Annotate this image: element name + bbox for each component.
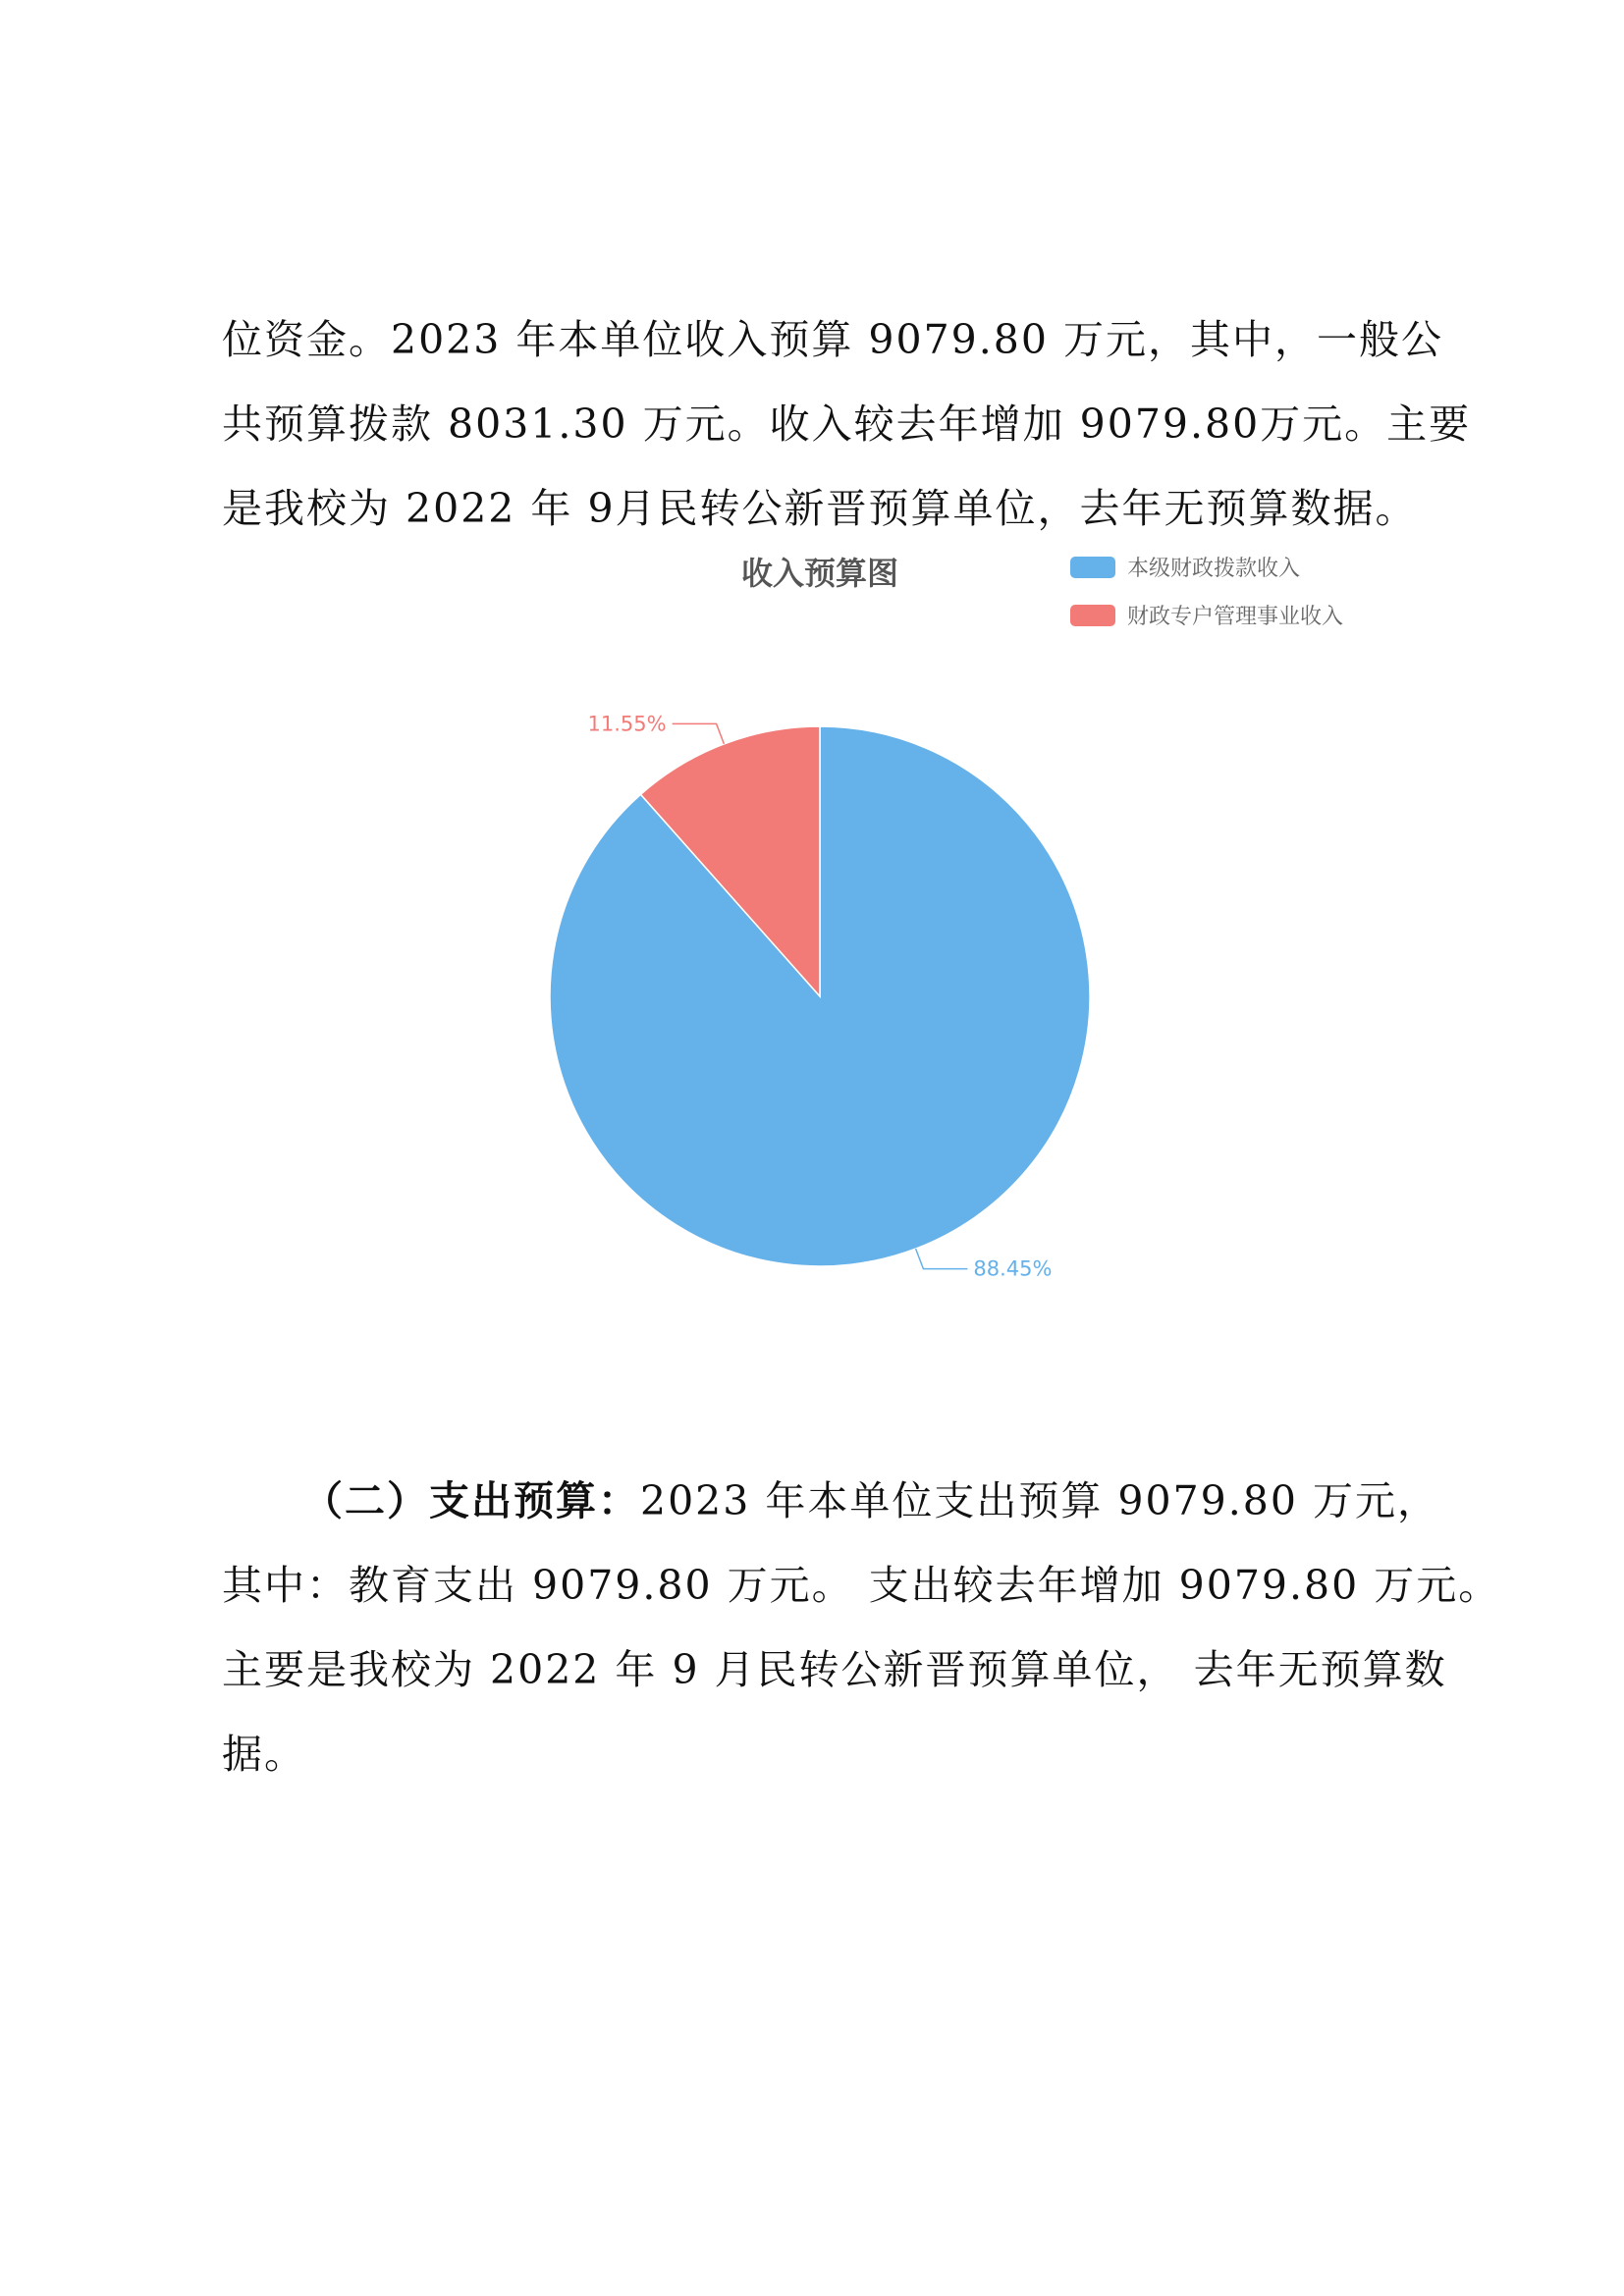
pie-leader-line-1 [673, 723, 725, 744]
income-paragraph [222, 297, 1472, 551]
legend-label-1: 财政专户管理事业收入 [1127, 605, 1344, 629]
expense-line-3: 主要是我校为 2022 年 9 月民转公新晋预算单位， 去年无预算数 [222, 1646, 1447, 1693]
expense-line-1-text: 2023 年本单位支出预算 9079.80 万元， [640, 1477, 1439, 1524]
income-budget-pie-chart [491, 535, 1414, 1310]
expense-heading: （二）支出预算： [302, 1477, 640, 1524]
expense-line-4: 据。 [222, 1731, 306, 1778]
legend-swatch-1 [1070, 605, 1115, 626]
income-line-1: 位资金。2023 年本单位收入预算 9079.80 万元，其中，一般公 [222, 316, 1443, 363]
income-line-2: 共预算拨款 8031.30 万元。收入较去年增加 9079.80万元。主要 [222, 400, 1472, 448]
expense-line-2: 其中：教育支出 9079.80 万元。 支出较去年增加 9079.80 万元。 [222, 1562, 1501, 1609]
legend-label-0: 本级财政拨款收入 [1127, 557, 1301, 581]
pie-label-0: 88.45% [973, 1256, 1053, 1281]
pie-label-1: 11.55% [587, 712, 667, 736]
chart-title: 收入预算图 [740, 555, 899, 592]
expense-line-1 [222, 1459, 1439, 1543]
pie-leader-line-0 [916, 1249, 968, 1269]
expense-paragraph [222, 1459, 1501, 1796]
income-line-3: 是我校为 2022 年 9月民转公新晋预算单位，去年无预算数据。 [222, 485, 1418, 532]
legend-swatch-0 [1070, 557, 1115, 578]
pie-slices [550, 712, 1090, 1280]
